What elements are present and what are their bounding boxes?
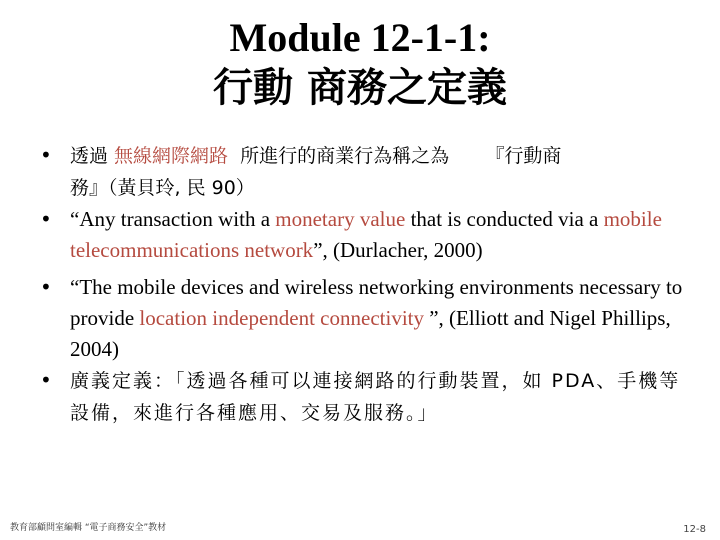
slide-title-line1: Module 12-1-1: bbox=[229, 15, 491, 60]
bullet-3-text: “The mobile devices and wireless networking environments necessary to provide bbox=[70, 275, 683, 330]
slide-title-line2: 行動 商務之定義 bbox=[213, 65, 507, 111]
bullet-1-highlight: 無線網際網路 bbox=[114, 145, 229, 167]
bullet-item-2 bbox=[40, 204, 690, 266]
bullet-item-4 bbox=[40, 365, 690, 429]
bullet-3-text-end: ”, (Elliott and Nigel Phillips, 2004) bbox=[70, 306, 671, 361]
bullet-2-highlight-1: monetary value bbox=[275, 207, 406, 231]
bullet-2-text-end: ”, (Durlacher, 2000) bbox=[313, 238, 483, 262]
bullet-icon: • bbox=[40, 207, 52, 231]
bullet-4-text: 廣義定義：「透過各種可以連接網路的行動裝置，如 PDA、手機等設備，來進行各種應用、交易及服務。」 bbox=[70, 370, 681, 424]
page-number: 12-8 bbox=[683, 524, 706, 535]
bullet-item-1 bbox=[40, 140, 690, 204]
bullet-icon: • bbox=[40, 368, 52, 392]
bullet-list bbox=[40, 140, 690, 429]
bullet-1-text-line2: 務』（黃貝玲, 民 90） bbox=[70, 177, 255, 199]
bullet-2-highlight-2: mobile telecommunications network bbox=[70, 207, 662, 262]
bullet-1-text-mid: 所進行的商業行為稱之為 『行動商 bbox=[228, 145, 562, 167]
bullet-1-text: 透過 bbox=[70, 145, 115, 167]
bullet-2-text: “Any transaction with a bbox=[70, 207, 276, 231]
bullet-2-text-mid: that is conducted via a bbox=[405, 207, 604, 231]
bullet-item-3 bbox=[40, 272, 690, 365]
bullet-3-highlight: location independent connectivity bbox=[139, 306, 424, 330]
bullet-icon: • bbox=[40, 275, 52, 299]
footer-source: 教育部顧問室編輯 “電子商務安全”教材 bbox=[10, 523, 167, 533]
bullet-icon: • bbox=[40, 143, 52, 167]
